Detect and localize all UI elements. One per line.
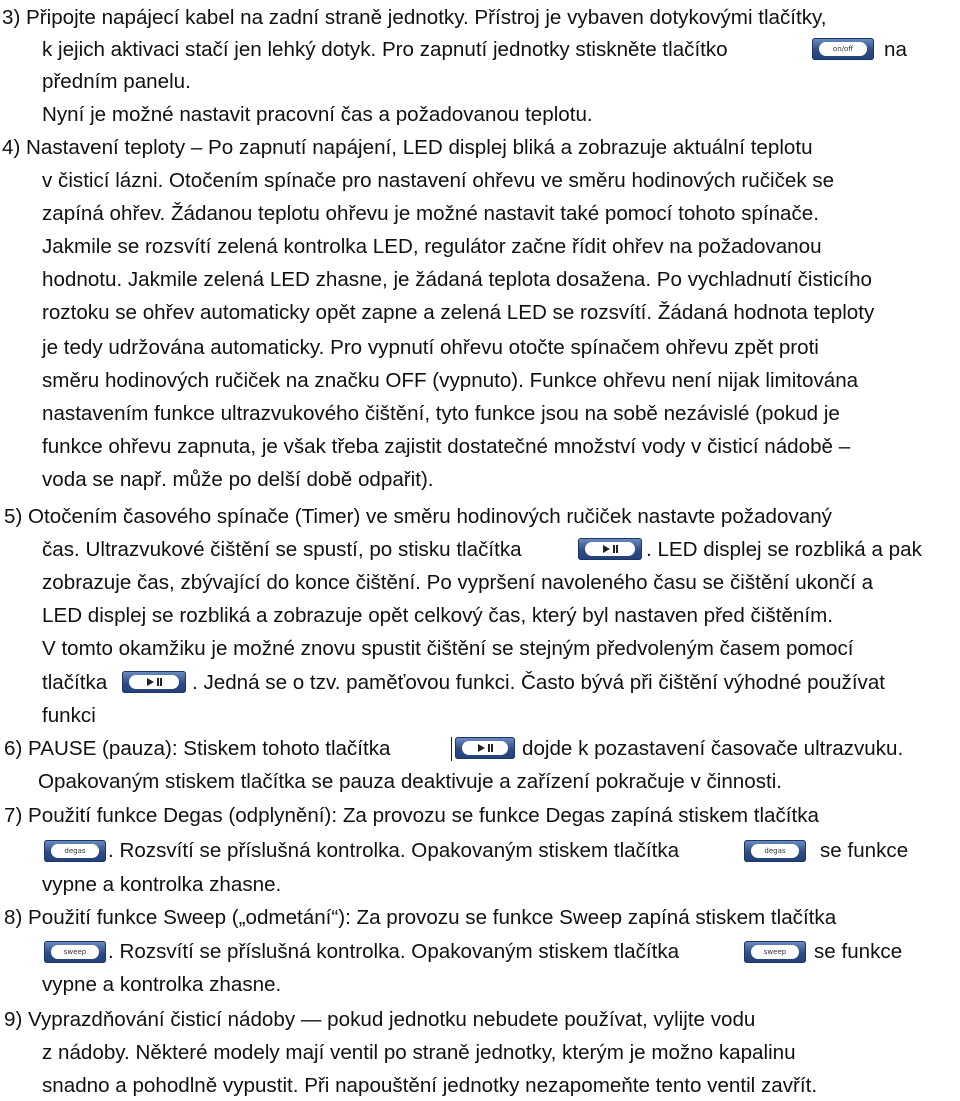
text-line: na bbox=[884, 38, 907, 61]
degas-button-icon bbox=[44, 840, 106, 862]
text-line: směru hodinových ručiček na značku OFF (vypnuto). Funkce ohřevu není nijak limitována bbox=[42, 369, 859, 392]
text-line: LED displej se rozbliká a zobrazuje opět celkový čas, který byl nastaven před čištěním. bbox=[42, 604, 833, 627]
text-line: hodnotu. Jakmile zelená LED zhasne, je žádaná teplota dosažena. Po vychladnutí čisticího bbox=[42, 268, 872, 291]
text-line: zapíná ohřev. Žádanou teplotu ohřevu je možné nastavit také pomocí tohoto spínače. bbox=[42, 202, 819, 225]
text-line: dojde k pozastavení časovače ultrazvuku. bbox=[522, 737, 904, 760]
text-line: 4) Nastavení teploty – Po zapnutí napájení, LED displej bliká a zobrazuje aktuální teplotu bbox=[2, 136, 813, 159]
text-line: vypne a kontrolka zhasne. bbox=[42, 873, 282, 896]
text-line: V tomto okamžiku je možné znovu spustit čištění se stejným předvoleným časem pomocí bbox=[42, 637, 854, 660]
degas-button-label: degas bbox=[51, 844, 99, 858]
onoff-button-label: on/off bbox=[819, 42, 867, 56]
text-line: k jejich aktivaci stačí jen lehký dotyk. Pro zapnutí jednotky stiskněte tlačítko bbox=[42, 38, 728, 61]
play-pause-button-icon bbox=[122, 671, 186, 693]
text-line: 9) Vyprazdňování čisticí nádoby — pokud jednotku nebudete používat, vylijte vodu bbox=[4, 1008, 756, 1031]
text-line: zobrazuje čas, zbývající do konce čištění. Po vypršení navoleného času se čištění ukončí a bbox=[42, 571, 874, 594]
text-line: v čisticí lázni. Otočením spínače pro nastavení ohřevu ve směru hodinových ručiček se bbox=[42, 169, 835, 192]
text-line: . Jedná se o tzv. paměťovou funkci. Často bývá při čištění výhodné používat bbox=[192, 671, 886, 694]
text-line: nastavením funkce ultrazvukového čištění, tyto funkce jsou na sobě nezávislé (pokud je bbox=[42, 402, 840, 425]
text-line: 3) Připojte napájecí kabel na zadní straně jednotky. Přístroj je vybaven dotykovými tlačítky, bbox=[2, 6, 827, 29]
play-pause-icon bbox=[585, 542, 635, 556]
text-line: funkci bbox=[42, 704, 96, 727]
sweep-button-label: sweep bbox=[751, 945, 799, 959]
degas-button-icon bbox=[744, 840, 806, 862]
text-line: . LED displej se rozbliká a pak bbox=[646, 538, 922, 561]
text-line: 8) Použití funkce Sweep („odmetání“): Za provozu se funkce Sweep zapíná stiskem tlačítka bbox=[4, 906, 837, 929]
text-line: 6) PAUSE (pauza): Stiskem tohoto tlačítka bbox=[4, 737, 391, 760]
sweep-button-icon bbox=[744, 941, 806, 963]
sweep-button-label: sweep bbox=[51, 945, 99, 959]
text-line: 7) Použití funkce Degas (odplynění): Za provozu se funkce Degas zapíná stiskem tlačítka bbox=[4, 804, 820, 827]
text-line: Nyní je možné nastavit pracovní čas a požadovanou teplotu. bbox=[42, 103, 593, 126]
text-line: se funkce bbox=[820, 839, 909, 862]
text-line: 5) Otočením časového spínače (Timer) ve směru hodinových ručiček nastavte požadovaný bbox=[4, 505, 832, 528]
text-line: voda se např. může po delší době odpařit). bbox=[42, 468, 434, 491]
text-line: z nádoby. Některé modely mají ventil po straně jednotky, kterým je možno kapalinu bbox=[42, 1041, 796, 1064]
text-line: vypne a kontrolka zhasne. bbox=[42, 973, 282, 996]
text-line: tlačítka bbox=[42, 671, 108, 694]
text-line: . Rozsvítí se příslušná kontrolka. Opakovaným stiskem tlačítka bbox=[108, 940, 680, 963]
play-pause-icon bbox=[129, 675, 179, 689]
play-pause-button-icon bbox=[578, 538, 642, 560]
text-line: předním panelu. bbox=[42, 70, 191, 93]
text-line: Jakmile se rozsvítí zelená kontrolka LED, regulátor začne řídit ohřev na požadovanou bbox=[42, 235, 822, 258]
sweep-button-icon bbox=[44, 941, 106, 963]
text-line: roztoku se ohřev automaticky opět zapne a zelená LED se rozsvítí. Žádaná hodnota teploty bbox=[42, 301, 875, 324]
divider bbox=[451, 737, 452, 761]
text-line: je tedy udržována automaticky. Pro vypnutí ohřevu otočte spínačem ohřevu zpět proti bbox=[42, 336, 819, 359]
text-line: Opakovaným stiskem tlačítka se pauza deaktivuje a zařízení pokračuje v činnosti. bbox=[38, 770, 783, 793]
text-line: snadno a pohodlně vypustit. Při napouštění jednotky nezapomeňte tento ventil zavřít. bbox=[42, 1074, 818, 1097]
text-line: čas. Ultrazvukové čištění se spustí, po stisku tlačítka bbox=[42, 538, 522, 561]
text-line: se funkce bbox=[814, 940, 903, 963]
text-line: funkce ohřevu zapnuta, je však třeba zajistit dostatečné množství vody v čisticí nádobě – bbox=[42, 435, 851, 458]
degas-button-label: degas bbox=[751, 844, 799, 858]
play-pause-icon bbox=[462, 741, 508, 755]
text-line: . Rozsvítí se příslušná kontrolka. Opakovaným stiskem tlačítka bbox=[108, 839, 680, 862]
play-pause-button-icon bbox=[455, 737, 515, 759]
onoff-button-icon bbox=[812, 38, 874, 60]
